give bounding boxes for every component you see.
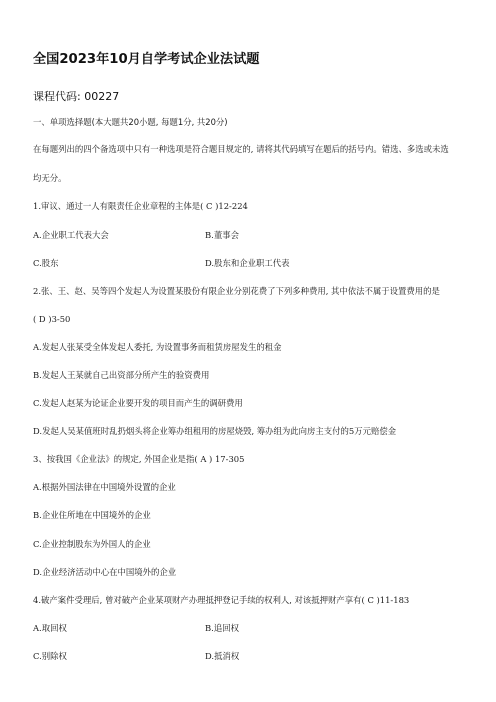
instructions-line-2: 均无分。 — [33, 173, 67, 183]
document-title: 全国2023年10月自学考试企业法试题 — [33, 52, 260, 67]
question-2-option-c: C.发起人赵某为论证企业要开发的项目而产生的调研费用 — [33, 398, 243, 408]
section-header: 一、单项选择题(本大题共20小题, 每题1分, 共20分) — [33, 117, 228, 127]
question-2-stem-line-2: ( D )3-50 — [33, 314, 71, 324]
question-3-option-d: D.企业经济活动中心在中国境外的企业 — [33, 567, 177, 577]
instructions-line-1: 在每题列出的四个备选项中只有一种选项是符合题目规定的, 请将其代码填写在题后的括号内。错选、多选或未选 — [33, 144, 449, 154]
question-1-stem: 1.审议、通过一人有限责任企业章程的主体是( C )12-224 — [33, 201, 248, 211]
question-4-stem: 4.破产案件受理后, 曾对破产企业某项财产办理抵押登记手续的权利人, 对该抵押财产享有( C )11-183 — [33, 595, 410, 605]
question-2-option-d: D.发起人吴某值班时乱扔烟头将企业筹办组租用的房屋烧毁, 筹办组为此向房主支付的5万元赔偿金 — [33, 426, 397, 436]
question-3-option-a: A.根据外国法律在中国境外设置的企业 — [33, 482, 176, 492]
question-3-option-b: B.企业住所地在中国境外的企业 — [33, 510, 151, 520]
question-2-option-a: A.发起人张某受全体发起人委托, 为设置事务而租赁房屋发生的租金 — [33, 342, 282, 352]
question-2-option-b: B.发起人王某就自己出资部分所产生的验资费用 — [33, 370, 210, 380]
question-3-stem: 3、按我国《企业法》的规定, 外国企业是指( A ) 17-305 — [33, 454, 245, 464]
question-1-option-d: D.股东和企业职工代表 — [205, 258, 290, 268]
question-4-option-c: C.别除权 — [33, 651, 67, 661]
question-1-option-a: A.企业职工代表大会 — [33, 230, 109, 240]
question-4-option-a: A.取回权 — [33, 623, 67, 633]
question-2-stem-line-1: 2.张、王、赵、吴等四个发起人为设置某股份有限企业分别花费了下列多种费用, 其中依法不属于设置费用的是 — [33, 286, 440, 296]
question-1-option-c: C.股东 — [33, 258, 59, 268]
question-4-option-b: B.追回权 — [205, 623, 239, 633]
course-code: 课程代码: 00227 — [33, 90, 120, 103]
question-4-option-d: D.抵消权 — [205, 651, 240, 661]
question-3-option-c: C.企业控制股东为外国人的企业 — [33, 539, 151, 549]
question-1-option-b: B.董事会 — [205, 230, 239, 240]
